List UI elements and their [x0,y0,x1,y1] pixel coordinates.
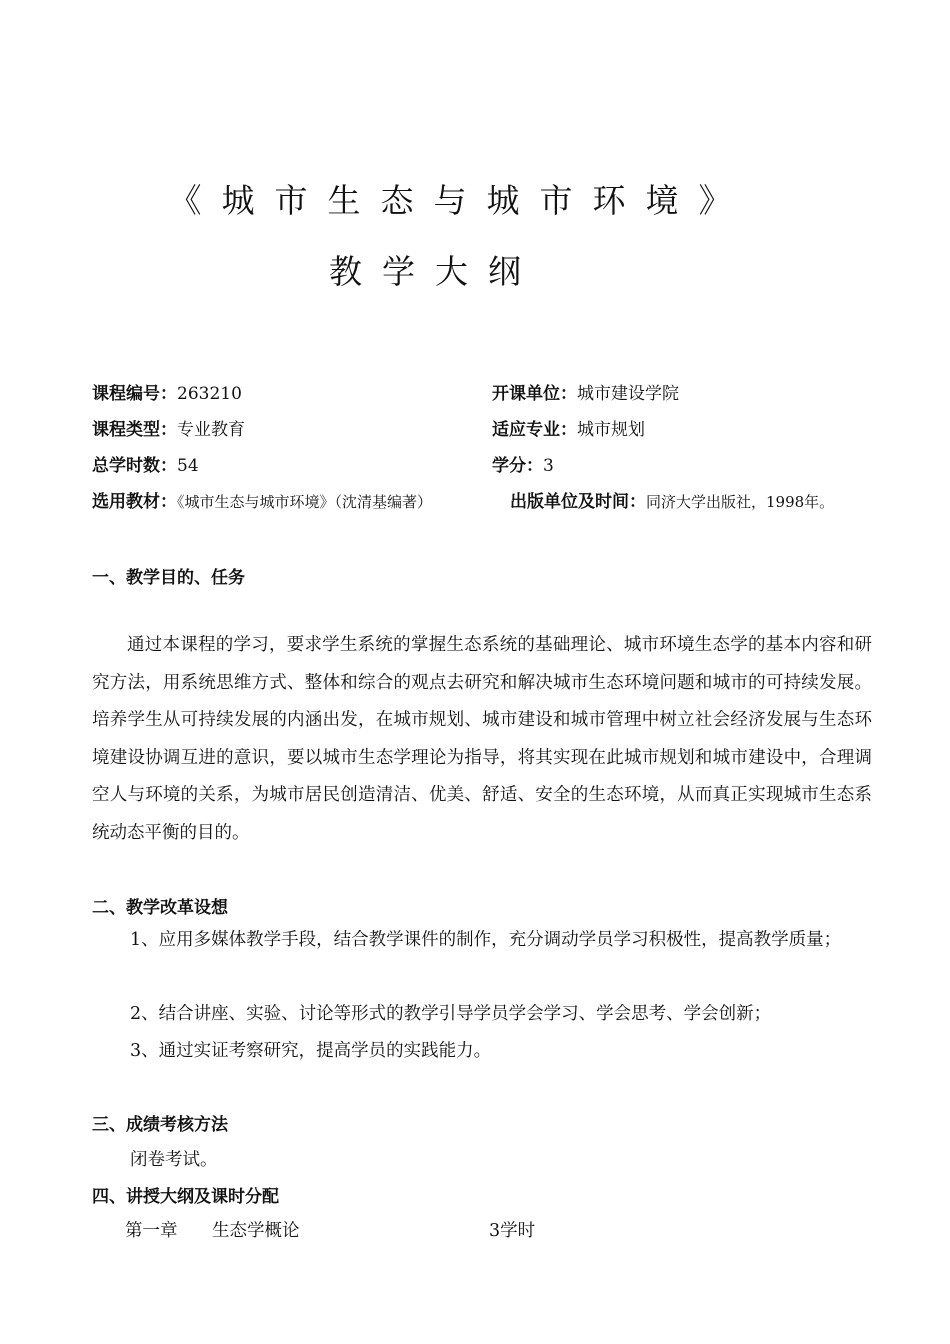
course-type [92,418,245,442]
major-label: 适应专业： [492,420,577,440]
major-value: 城市规划 [577,420,645,440]
total-hours-label: 总学时数： [92,456,177,476]
textbook [92,490,432,514]
section-2-heading: 二、教学改革设想 [92,898,228,918]
course-type-label: 课程类型： [92,420,177,440]
section-3-heading: 三、成绩考核方法 [92,1115,228,1135]
major [492,418,645,442]
publisher-label: 出版单位及时间： [510,492,646,512]
course-type-value: 专业教育 [177,420,245,440]
exam-method: 闭卷考试。 [130,1150,218,1170]
publisher [510,490,834,514]
department-value: 城市建设学院 [577,384,679,404]
section-1-paragraph: 通过本课程的学习，要求学生系统的掌握生态系统的基础理论、城市环境生态学的基本内容和研究方法，用系统思维方式、整体和综合的观点去研究和解决城市生态环境问题和城市的可持续发展。培养学生从可持续发展的内涵出发，在城市规划、城市建设和城市管理中树立社会经济发展与生态环境建设协调互进的意识，要以城市生态学理论为指导，将其实现在此城市规划和城市建设中，合理调空人与环境的关系，为城市居民创造清洁、优美、舒适、安全的生态环境，从而真正实现城市生态系统动态平衡的目的。 [92,635,872,843]
chapter-name: 生态学概论 [212,1221,300,1241]
department [492,382,679,406]
credits [492,454,554,478]
chapter-number: 第一章 [125,1221,178,1241]
course-code [92,382,242,406]
department-label: 开课单位： [492,384,577,404]
section-1-heading: 一、教学目的、任务 [92,568,245,588]
total-hours-value: 54 [177,456,199,476]
credits-label: 学分： [492,456,543,476]
section-4-heading: 四、讲授大纲及课时分配 [92,1187,279,1207]
chapter-hours: 3学时 [489,1221,536,1241]
list-item: 2、结合讲座、实验、讨论等形式的教学引导学员学会学习、学会思考、学会创新； [130,1004,772,1024]
credits-value: 3 [543,456,554,476]
list-item: 1、应用多媒体教学手段，结合教学课件的制作，充分调动学员学习积极性，提高教学质量； [130,930,842,950]
list-item: 3、通过实证考察研究，提高学员的实践能力。 [130,1041,492,1061]
total-hours [92,454,199,478]
course-code-label: 课程编号： [92,384,177,404]
document-subtitle: 教学大纲 [329,252,541,291]
textbook-value: 《城市生态与城市环境》（沈清基编著） [177,493,433,511]
document-title: 《城市生态与城市环境》 [168,181,752,220]
course-code-value: 263210 [177,384,242,404]
textbook-label: 选用教材： [92,492,177,512]
publisher-value: 同济大学出版社，1998年。 [646,493,835,511]
